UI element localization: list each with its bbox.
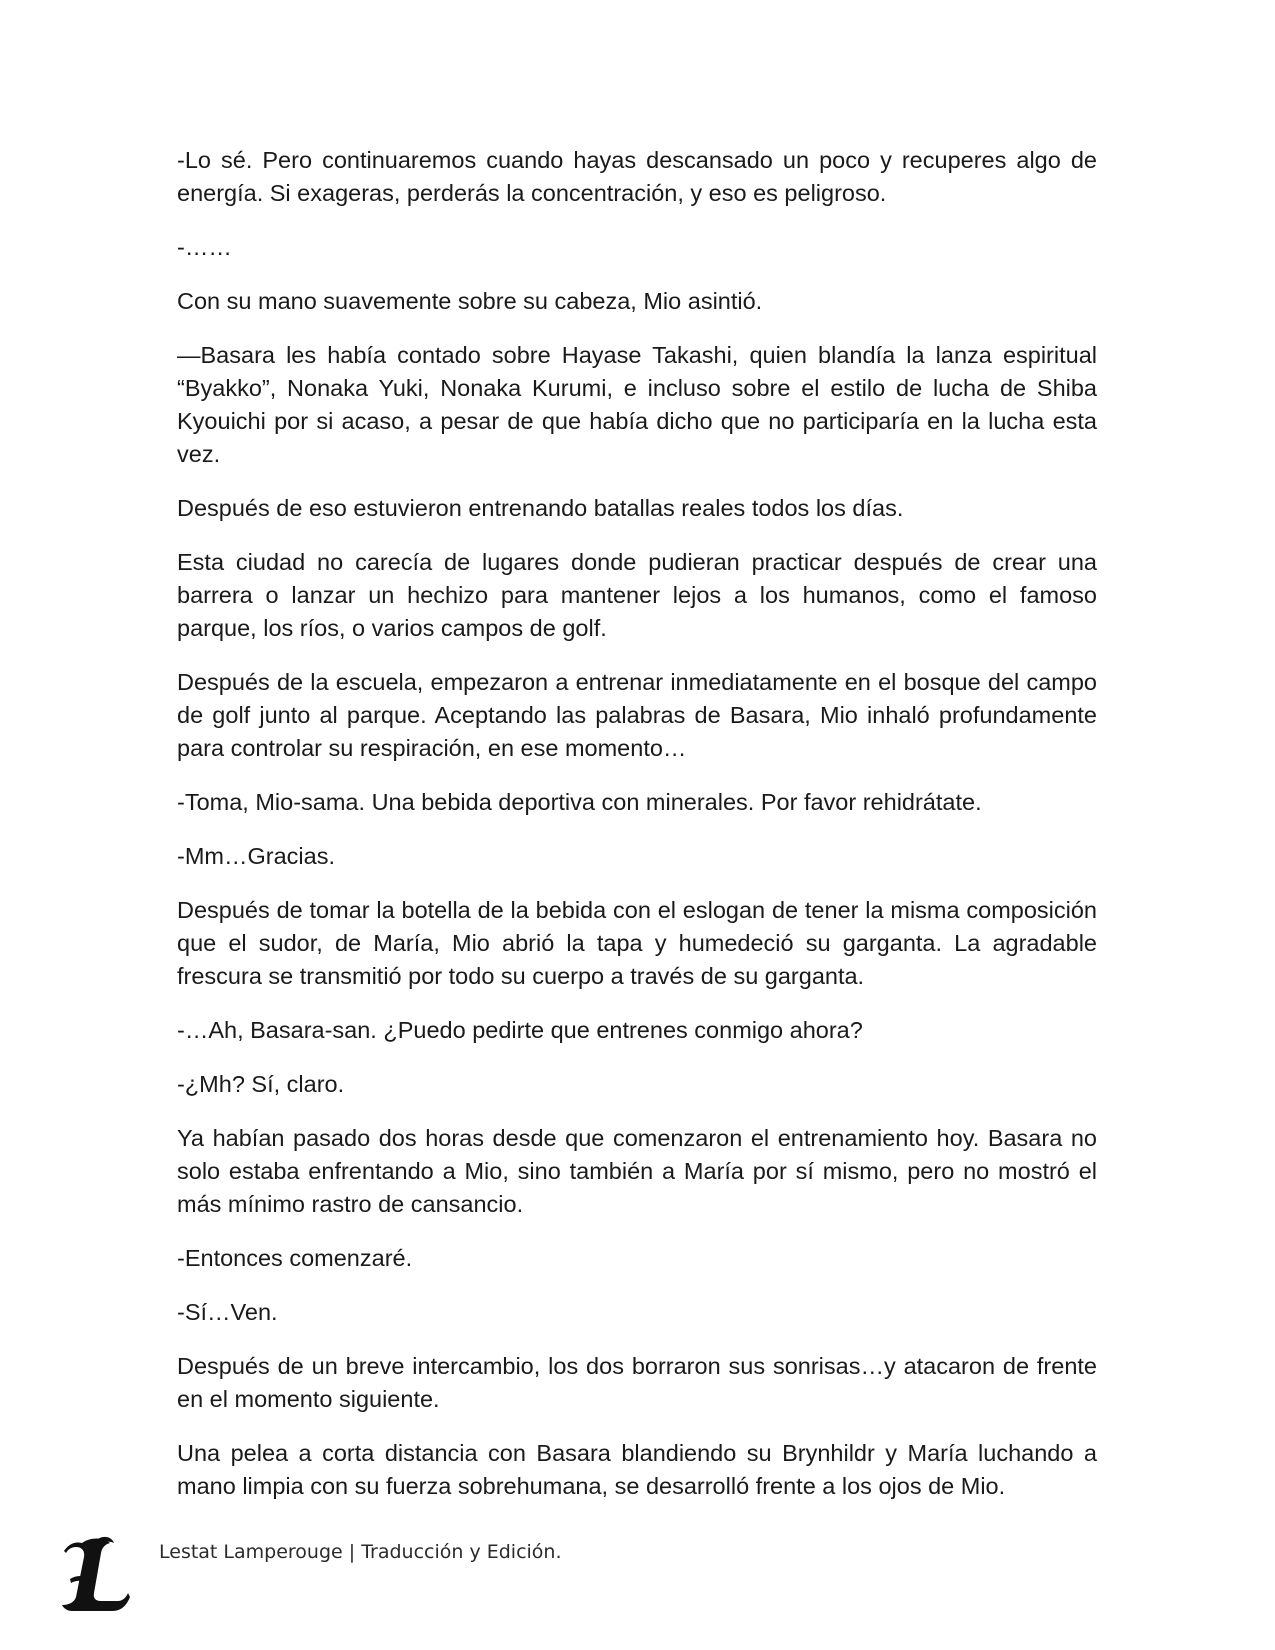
paragraph: -……: [177, 234, 232, 260]
paragraph: Con su mano suavemente sobre su cabeza, Mio asintió.: [177, 288, 763, 314]
paragraph: —Basara les había contado sobre Hayase Takashi, quien blandía la lanza espiritual “Byakko”, Nonaka Yuki, Nonaka Kurumi, e incluso sobre el estilo de lucha de Shiba Kyouichi por si acaso, a pesar de que había dicho que no participaría en la lucha esta vez.: [177, 342, 1097, 467]
paragraph: -Toma, Mio-sama. Una bebida deportiva con minerales. Por favor rehidrátate.: [177, 789, 982, 815]
paragraph: Después de un breve intercambio, los dos borraron sus sonrisas…y atacaron de frente en el momento siguiente.: [177, 1353, 1097, 1412]
paragraph: Después de eso estuvieron entrenando batallas reales todos los días.: [177, 495, 904, 521]
paragraph: -Lo sé. Pero continuaremos cuando hayas descansado un poco y recuperes algo de energía. Si exageras, perderás la concentración, y eso es peligroso.: [177, 147, 1097, 206]
gothic-letter-l-icon: [60, 1535, 130, 1615]
paragraph: Después de la escuela, empezaron a entrenar inmediatamente en el bosque del campo de golf junto al parque. Aceptando las palabras de Basara, Mio inhaló profundamente para controlar su respiración, en ese momento…: [177, 669, 1097, 761]
paragraph: Después de tomar la botella de la bebida con el eslogan de tener la misma composición que el sudor, de María, Mio abrió la tapa y humedeció su garganta. La agradable frescura se transmitió por todo su cuerpo a través de su garganta.: [177, 897, 1097, 989]
paragraph: -¿Mh? Sí, claro.: [177, 1071, 345, 1097]
paragraph: Una pelea a corta distancia con Basara blandiendo su Brynhildr y María luchando a mano limpia con su fuerza sobrehumana, se desarrolló frente a los ojos de Mio.: [177, 1440, 1097, 1499]
paragraph: Ya habían pasado dos horas desde que comenzaron el entrenamiento hoy. Basara no solo estaba enfrentando a Mio, sino también a María por sí mismo, pero no mostró el más mínimo rastro de cansancio.: [177, 1125, 1097, 1217]
paragraph: -…Ah, Basara-san. ¿Puedo pedirte que entrenes conmigo ahora?: [177, 1017, 863, 1043]
page-body: [177, 144, 1097, 1524]
page-footer: [60, 1535, 760, 1615]
paragraph: -Mm…Gracias.: [177, 843, 335, 869]
footer-credit: Lestat Lamperouge | Traducción y Edición.: [159, 1541, 562, 1563]
paragraph: Esta ciudad no carecía de lugares donde pudieran practicar después de crear una barrera o lanzar un hechizo para mantener lejos a los humanos, como el famoso parque, los ríos, o varios campos de golf.: [177, 549, 1097, 641]
paragraph: -Entonces comenzaré.: [177, 1245, 413, 1271]
paragraph: -Sí…Ven.: [177, 1299, 278, 1325]
